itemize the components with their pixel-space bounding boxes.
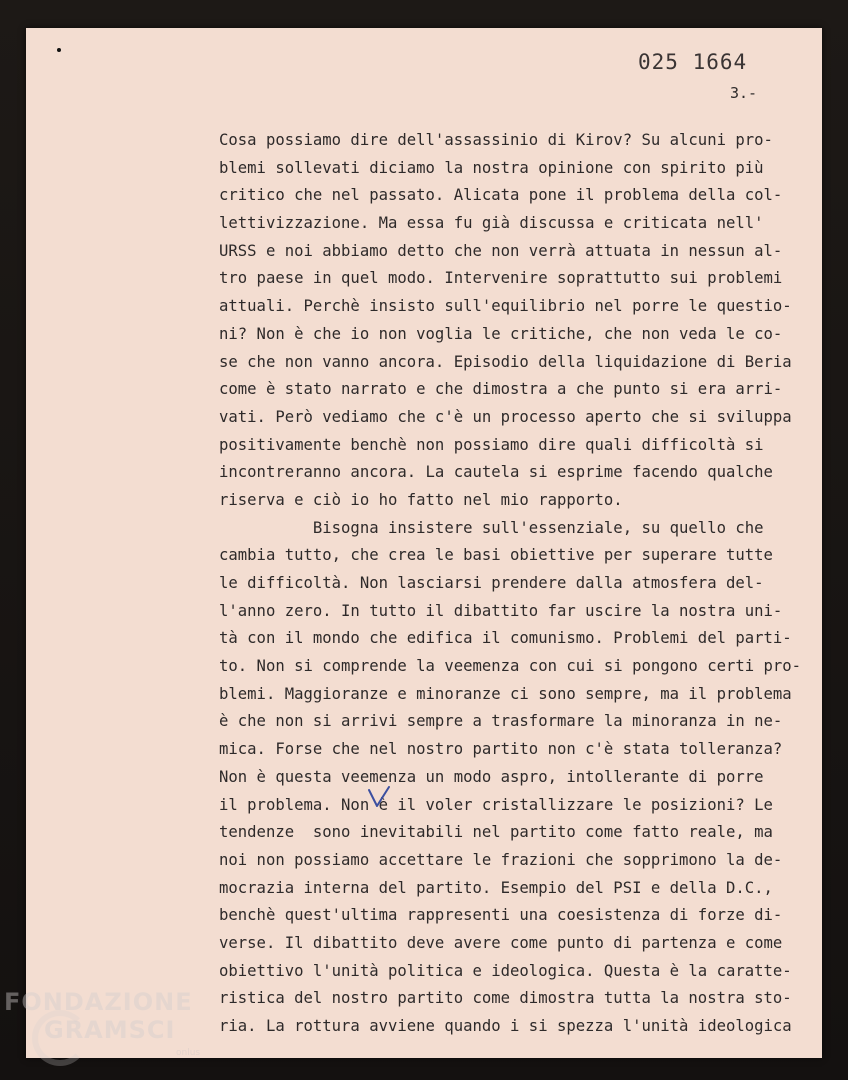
text-line: riserva e ciò io ho fatto nel mio rapporto. [219, 490, 623, 509]
text-line: obiettivo l'unità politica e ideologica. Questa è la caratte- [219, 961, 792, 980]
text-line: Bisogna insistere sull'essenziale, su quello che [219, 518, 764, 537]
page-number: 3.- [730, 84, 758, 102]
text-line: tro paese in quel modo. Intervenire soprattutto sui problemi [219, 269, 783, 288]
text-line: noi non possiamo accettare le frazioni che sopprimono la de- [219, 850, 783, 869]
text-line: ni? Non è che io non voglia le critiche, che non veda le co- [219, 324, 783, 343]
watermark-line-2: GRAMSCI [44, 1016, 176, 1044]
text-line: mica. Forse che nel nostro partito non c'è stata tolleranza? [219, 740, 783, 759]
text-line: incontreranno ancora. La cautela si esprime facendo qualche [219, 463, 773, 482]
punch-mark [57, 48, 61, 52]
text-line: URSS e noi abbiamo detto che non verrà attuata in nessun al- [219, 241, 783, 260]
typed-text-body [219, 127, 801, 1041]
text-line: è che non si arrivi sempre a trasformare la minoranza in ne- [219, 712, 783, 731]
text-line: critico che nel passato. Alicata pone il problema della col- [219, 186, 783, 205]
text-line: le difficoltà. Non lasciarsi prendere dalla atmosfera del- [219, 574, 764, 592]
watermark-subline: onlus [176, 1048, 201, 1058]
text-line: se che non vanno ancora. Episodio della liquidazione di Beria [219, 352, 792, 371]
text-line: tà con il mondo che edifica il comunismo. Problemi del parti- [219, 629, 792, 648]
document-code: 025 1664 [638, 50, 748, 74]
text-line: mocrazia interna del partito. Esempio del PSI e della D.C., [219, 878, 773, 897]
text-line: blemi. Maggioranze e minoranze ci sono sempre, ma il problema [219, 684, 792, 703]
text-line: ria. La rottura avviene quando i si spezza l'unità ideologica [219, 1017, 792, 1035]
text-line: to. Non si comprende la veemenza con cui si pongono certi pro- [219, 657, 802, 676]
text-line: verse. Il dibattito deve avere come punto di partenza e come [219, 933, 783, 952]
text-line: l'anno zero. In tutto il dibattito far uscire la nostra uni- [219, 601, 783, 620]
text-line: il problema. Non è il voler cristallizzare le posizioni? Le [219, 795, 773, 814]
text-line: cambia tutto, che crea le basi obiettive per superare tutte [219, 546, 773, 565]
watermark-line-1: FONDAZIONE [4, 988, 193, 1016]
document-page [26, 28, 822, 1058]
text-line: lettivizzazione. Ma essa fu già discussa e criticata nell' [219, 214, 764, 233]
text-line: Cosa possiamo dire dell'assassinio di Kirov? Su alcuni pro- [219, 131, 773, 149]
text-line: blemi sollevati diciamo la nostra opinione con spirito più [219, 158, 764, 177]
handwritten-correction-mark [366, 784, 392, 810]
text-line: positivamente benchè non possiamo dire quali difficoltà si [219, 435, 764, 454]
text-line: ristica del nostro partito come dimostra tutta la nostra sto- [219, 989, 792, 1008]
text-line: Non è questa veemenza un modo aspro, intollerante di porre [219, 767, 764, 786]
text-line: tendenze sono inevitabili nel partito come fatto reale, ma [219, 823, 773, 842]
text-line: attuali. Perchè insisto sull'equilibrio nel porre le questio- [219, 297, 792, 316]
text-line: vati. Però vediamo che c'è un processo aperto che si sviluppa [219, 407, 792, 426]
text-line: benchè quest'ultima rappresenti una coesistenza di forze di- [219, 906, 783, 925]
text-line: come è stato narrato e che dimostra a che punto si era arri- [219, 380, 783, 399]
